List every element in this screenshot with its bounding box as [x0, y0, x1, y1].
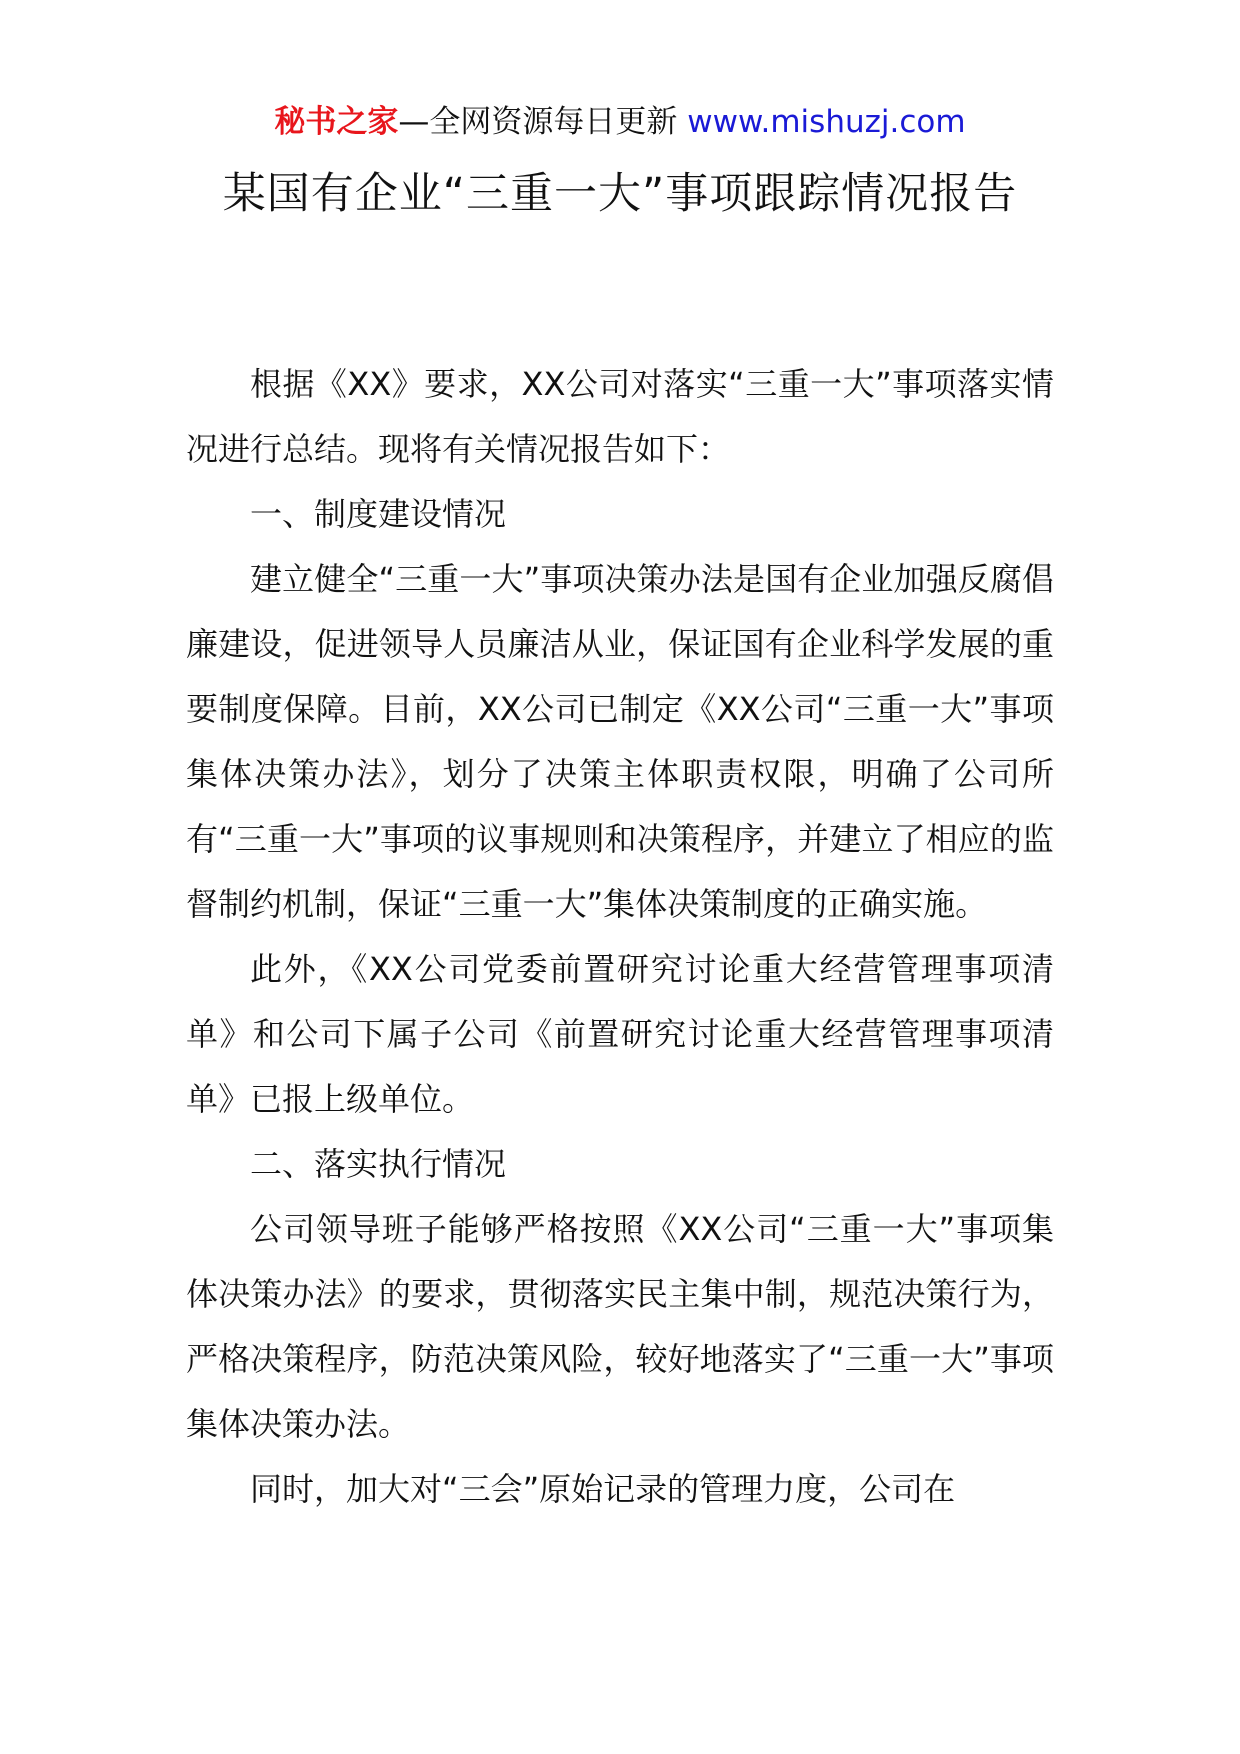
- body-paragraph: 建立健全“三重一大”事项决策办法是国有企业加强反腐倡廉建设，促进领导人员廉洁从业，保证国有企业科学发展的重要制度保障。目前，XX公司已制定《XX公司“三重一大”事项集体决策办法》，划分了决策主体职责权限，明确了公司所有“三重一大”事项的议事规则和决策程序，并建立了相应的监督制约机制，保证“三重一大”集体决策制度的正确实施。: [186, 560, 1054, 923]
- section-heading: 一、制度建设情况: [250, 495, 507, 533]
- site-url-link[interactable]: www.mishuzj.com: [687, 104, 966, 140]
- intro-paragraph: 根据《XX》要求，XX公司对落实“三重一大”事项落实情况进行总结。现将有关情况报告如下：: [186, 365, 1054, 468]
- body-paragraph: 此外，《XX公司党委前置研究讨论重大经营管理事项清单》和公司下属子公司《前置研究讨论重大经营管理事项清单》已报上级单位。: [186, 950, 1054, 1118]
- site-tagline: —全网资源每日更新: [398, 104, 688, 140]
- section-heading: 二、落实执行情况: [250, 1145, 507, 1183]
- document-body: [186, 352, 1054, 1522]
- body-paragraph: 公司领导班子能够严格按照《XX公司“三重一大”事项集体决策办法》的要求，贯彻落实民主集中制，规范决策行为，严格决策程序，防范决策风险，较好地落实了“三重一大”事项集体决策办法。: [186, 1210, 1054, 1443]
- document-title: 某国有企业“三重一大”事项跟踪情况报告: [222, 169, 1018, 219]
- site-brand: 秘书之家: [274, 104, 399, 140]
- body-paragraph: 同时，加大对“三会”原始记录的管理力度，公司在: [250, 1470, 956, 1508]
- watermark-header: [0, 98, 1240, 146]
